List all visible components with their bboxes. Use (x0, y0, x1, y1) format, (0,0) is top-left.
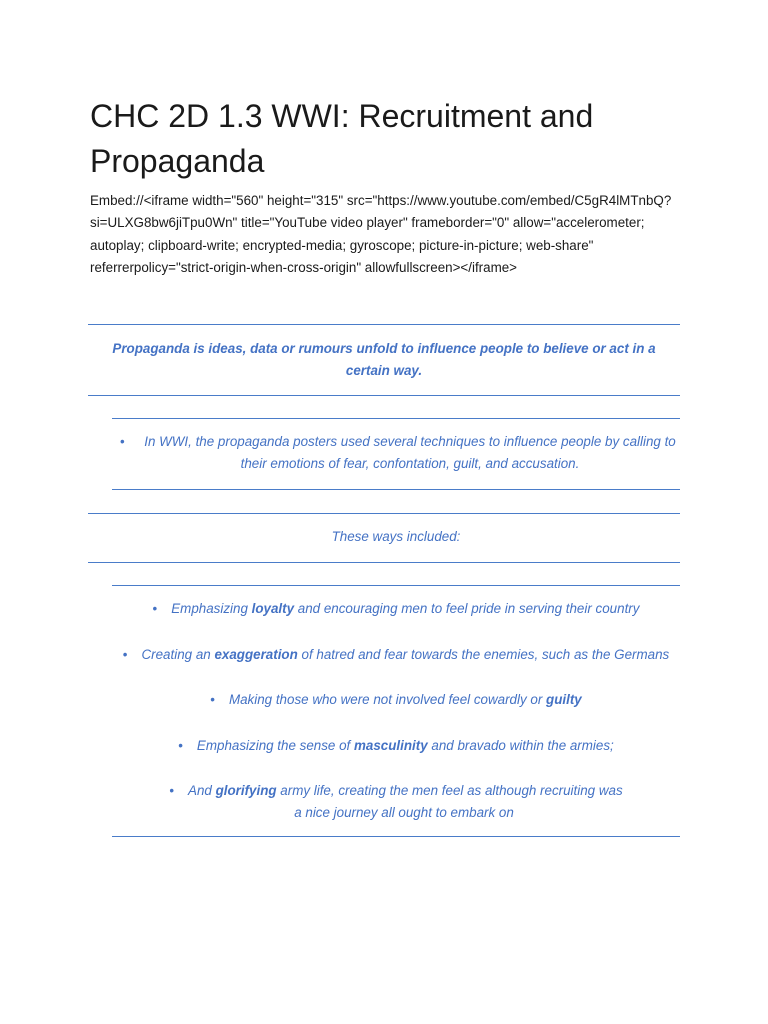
embed-code-text: Embed://<iframe width="560" height="315" src="https://www.youtube.com/embed/C5gR4lMTnbQ?si=ULXG8bw6jiTpu0Wn" title="YouTube video player" frameborder="0" allow="accelerometer; autoplay; clipboard-write; encrypted-media; gyroscope; picture-in-picture; web-share" referrerpolicy="strict-origin-when-cross-origin" allowfullscreen></iframe> (90, 193, 672, 276)
technique-text: Creating an (141, 647, 215, 662)
quote-bottom-rule (88, 395, 680, 396)
bullet-icon: • (120, 434, 125, 449)
bullet-icon: • (122, 647, 128, 662)
bullet-icon: • (169, 783, 175, 798)
ww1-top-rule (112, 418, 680, 419)
techniques-top-rule (112, 585, 680, 586)
technique-text: and bravado within the armies; (427, 738, 614, 753)
page-title: CHC 2D 1.3 WWI: Recruitment and Propaganda (90, 98, 594, 179)
techniques-bottom-rule (112, 836, 680, 837)
technique-text: Emphasizing (171, 601, 252, 616)
ww1-bottom-rule (112, 489, 680, 490)
technique-text: And (188, 783, 216, 798)
ww1-bullet-text: In WWI, the propaganda posters used several techniques to influence people by calling to their emotions of fear, confontation, guilt, and accusation. (144, 434, 676, 471)
technique-keyword: guilty (546, 692, 582, 707)
bullet-icon: • (210, 692, 215, 707)
ww1-bullet-item (112, 431, 680, 475)
technique-text: and encouraging men to feel pride in serving their country (294, 601, 640, 616)
technique-item-guilty (112, 689, 680, 711)
technique-text: of hatred and fear towards the enemies, such as the Germans (297, 647, 670, 662)
propaganda-definition: Propaganda is ideas, data or rumours unfold to influence people to believe or act in a certain way. (112, 341, 656, 378)
technique-item-masculinity (112, 735, 680, 757)
bullet-icon: • (152, 601, 158, 616)
technique-keyword: exaggeration (214, 647, 298, 662)
quote-top-rule (88, 324, 680, 325)
technique-text-continued: a nice journey all ought to embark on (294, 805, 514, 820)
technique-text: army life, creating the men feel as although recruiting was (276, 783, 623, 798)
technique-keyword: loyalty (251, 601, 295, 616)
technique-text: Emphasizing the sense of (196, 738, 354, 753)
ways-top-rule (88, 513, 680, 514)
technique-keyword: masculinity (353, 738, 428, 753)
technique-item-glorifying (112, 780, 680, 824)
technique-text: Making those who were not involved feel cowardly or (228, 692, 547, 707)
ways-intro: These ways included: (331, 529, 461, 544)
technique-keyword: glorifying (215, 783, 277, 798)
bullet-icon: • (178, 738, 183, 753)
technique-item-exaggeration (112, 644, 680, 666)
ways-bottom-rule (88, 562, 680, 563)
technique-item-loyalty (112, 598, 680, 620)
